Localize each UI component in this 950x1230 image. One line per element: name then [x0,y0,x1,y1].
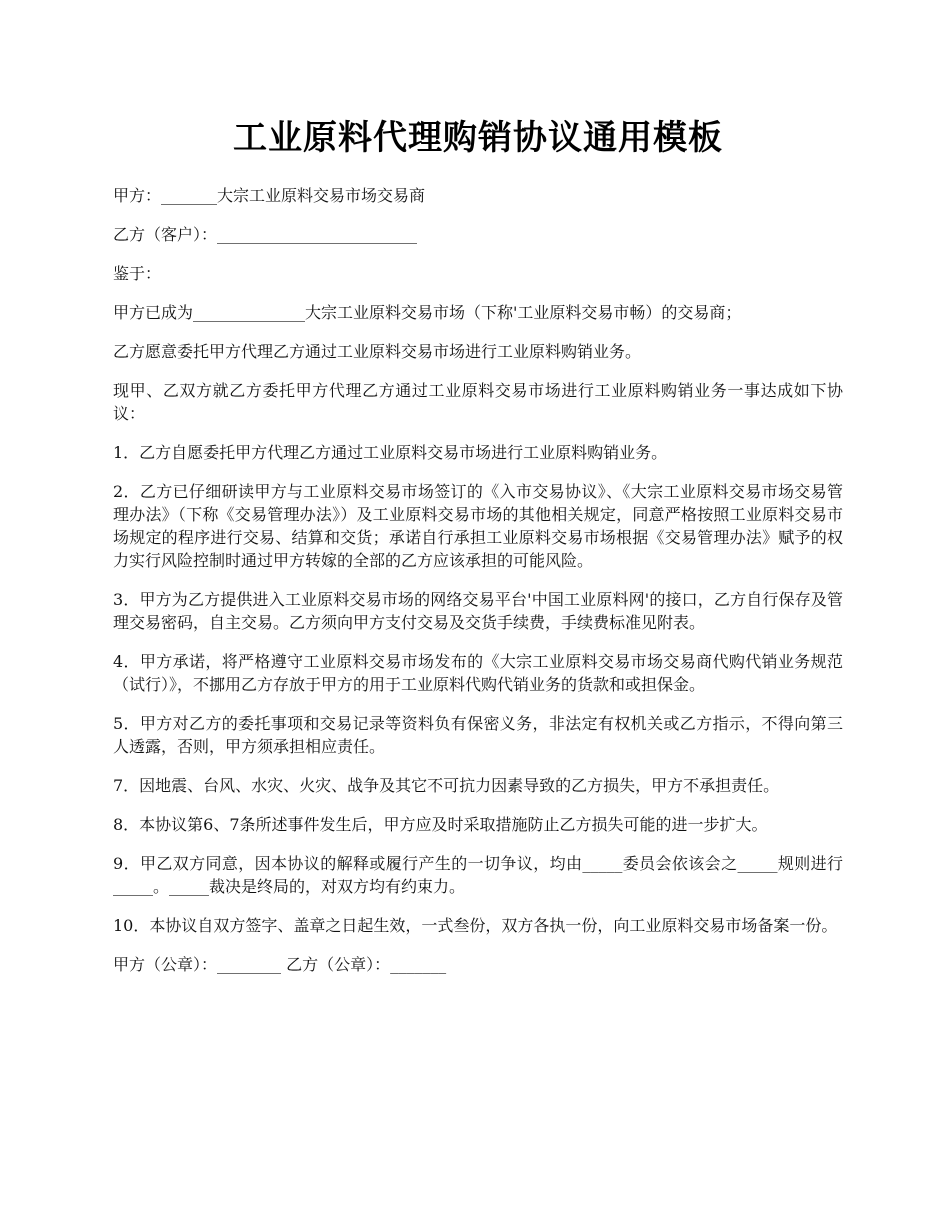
party-a-line: 甲方：_______大宗工业原料交易市场交易商 [113,186,426,205]
clause-2: 2．乙方已仔细研读甲方与工业原料交易市场签订的《入市交易协议》、《大宗工业原料交易市场交易管理办法》（下称《交易管理办法》）及工业原料交易市场的其他相关规定，同意严格按照工业原料交易市场规定的程序进行交易、结算和交货；承诺自行承担工业原料交易市场根据《交易管理办法》赋予的权力实行风险控制时通过甲方转嫁的全部的乙方应该承担的可能风险。 [113,482,843,570]
clause-8: 8．本协议第6、7条所述事件发生后，甲方应及时采取措施防止乙方损失可能的进一步扩大。 [113,815,768,834]
document-body [113,184,843,976]
document-title: 工业原料代理购销协议通用模板 [233,118,723,158]
recital-2: 乙方愿意委托甲方代理乙方通过工业原料交易市场进行工业原料购销业务。 [113,342,642,361]
party-b-line: 乙方（客户）：_________________________ [113,225,418,244]
clause-9: 9．甲乙双方同意，因本协议的解释或履行产生的一切争议，均由_____委员会依该会之_____规则进行_____。_____裁决是终局的，对双方均有约束力。 [113,854,843,896]
clause-3: 3．甲方为乙方提供进入工业原料交易市场的网络交易平台'中国工业原料网'的接口，乙方自行保存及管理交易密码，自主交易。乙方须向甲方支付交易及交货手续费，手续费标准见附表。 [113,590,843,632]
whereas-heading: 鉴于： [113,264,162,283]
recital-1: 甲方已成为______________大宗工业原料交易市场（下称'工业原料交易市畅）的交易商； [113,303,742,322]
clause-7: 7．因地震、台风、水灾、火灾、战争及其它不可抗力因素导致的乙方损失，甲方不承担责任。 [113,776,780,795]
clause-5: 5．甲方对乙方的委托事项和交易记录等资料负有保密义务，非法定有权机关或乙方指示，不得向第三人透露，否则，甲方须承担相应责任。 [113,714,843,756]
agreement-intro: 现甲、乙双方就乙方委托甲方代理乙方通过工业原料交易市场进行工业原料购销业务一事达成如下协议： [113,381,843,423]
document-page [113,0,843,992]
clause-10: 10．本协议自双方签字、盖章之日起生效，一式叁份，双方各执一份，向工业原料交易市场备案一份。 [113,916,838,935]
clause-1: 1．乙方自愿委托甲方代理乙方通过工业原料交易市场进行工业原料购销业务。 [113,443,668,462]
clause-4: 4．甲方承诺，将严格遵守工业原料交易市场发布的《大宗工业原料交易市场交易商代购代销业务规范（试行）》，不挪用乙方存放于甲方的用于工业原料代购代销业务的货款和或担保金。 [113,652,843,694]
signature-line: 甲方（公章）：________ 乙方（公章）：_______ [113,955,447,974]
